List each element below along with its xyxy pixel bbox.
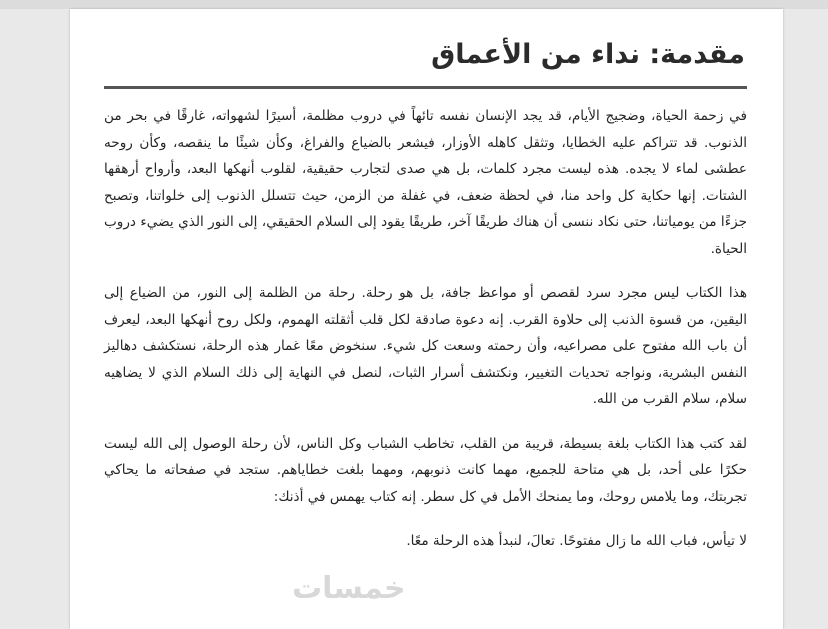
title-divider <box>104 86 747 89</box>
viewer-top-edge <box>0 0 828 9</box>
paragraph-4: لا تيأس، فباب الله ما زال مفتوحًا. تعالَ، لنبدأ هذه الرحلة معًا. <box>406 533 747 549</box>
watermark-logo: خمسات <box>292 571 406 606</box>
paragraph-1: في زحمة الحياة، وضجيج الأيام، قد يجد الإنسان نفسه تائهاً في دروب مظلمة، أسيرًا لشهواته، غارقًا في بحر من الذنوب. قد تتراكم عليه الخطايا، وتثقل كاهله الأوزار، فيشعر بالضياع والفراغ، وكأن شيئًا ما ينقصه، وكأن روحه عطشى لماء لا يجده. هذه ليست مجرد كلمات، بل هي صدى لتجارب حقيقية، لقلوب أنهكها البعد، وأرواح أرهقها الشتات. إنها حكاية كل واحد منا، في لحظة ضعف، في غفلة من الزمن، حيث تتسلل الذنوب إلى خلواتنا، وتصبح جزءًا من يومياتنا، حتى نكاد ننسى أن هناك طريقًا آخر، طريقًا يقود إلى السلام الحقيقي، إلى النور الذي يضيء دروب الحياة. <box>104 108 747 257</box>
paragraph-2: هذا الكتاب ليس مجرد سرد لقصص أو مواعظ جافة، بل هو رحلة. رحلة من الظلمة إلى النور، من الضياع إلى اليقين، من قسوة الذنب إلى حلاوة القرب. إنه دعوة صادقة لكل قلب أثقلته الهموم، ولكل روح أنهكها البعد، ليعرف أن باب الله مفتوح على مصراعيه، وأن رحمته وسعت كل شيء. سنخوض معًا غمار هذه الرحلة، نستكشف دهاليز النفس البشرية، ونواجه تحديات التغيير، ونكتشف أسرار الثبات، لنصل في النهاية إلى ذلك السلام الذي لا يضاهيه سلام، سلام القرب من الله. <box>104 285 747 407</box>
document-page <box>70 9 783 629</box>
page-content <box>104 35 747 573</box>
chapter-title: مقدمة: نداء من الأعماق <box>431 39 745 70</box>
paragraph-3: لقد كتب هذا الكتاب بلغة بسيطة، قريبة من القلب، تخاطب الشباب وكل الناس، لأن رحلة الوصول إلى الله ليست حكرًا على أحد، بل هي متاحة للجميع، مهما كانت ذنوبهم، ومهما بلغت خطاياهم. ستجد في صفحاته ما يحاكي تجربتك، وما يلامس روحك، وما يمنحك الأمل في كل سطر. إنه كتاب يهمس في أذنك: <box>104 435 747 505</box>
